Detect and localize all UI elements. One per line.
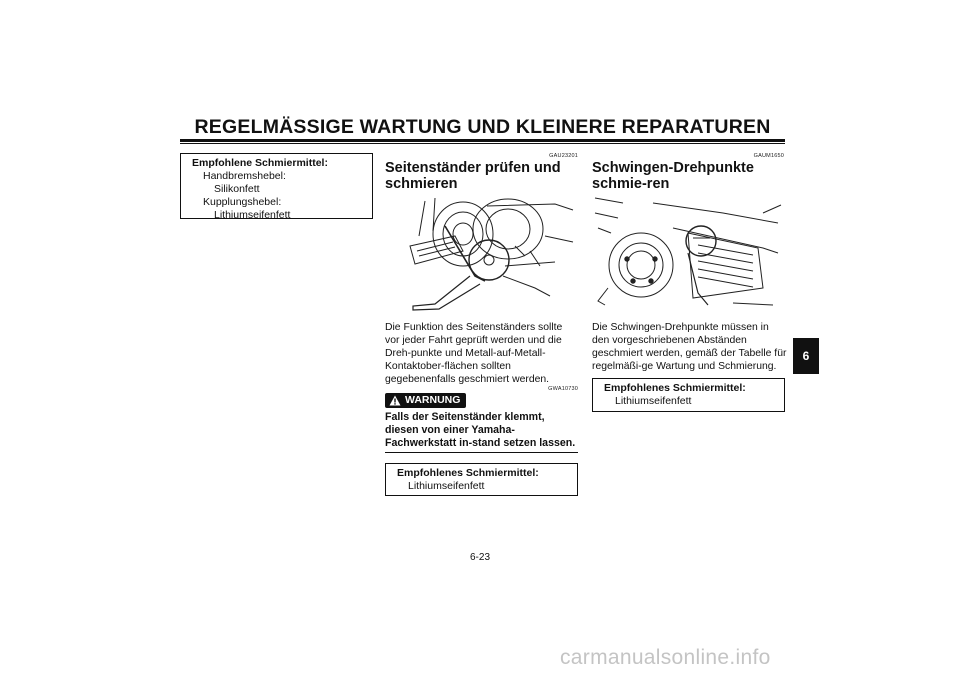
warning-text: Falls der Seitenständer klemmt, diesen von einer Yamaha-Fachwerkstatt in-stand setzen lassen. — [385, 411, 576, 449]
sidestand-box-heading: Empfohlenes Schmiermittel: — [397, 467, 539, 479]
chapter-tab: 6 — [793, 338, 819, 374]
lubricant-box-swingarm — [592, 378, 785, 412]
lubricant-item-brake-lever-value: Silikonfett — [214, 183, 260, 195]
swingarm-box-value: Lithiumseifenfett — [615, 395, 692, 407]
lubricant-item-brake-lever: Handbremshebel: — [203, 170, 286, 182]
section-code-sidestand: GAU23201 — [549, 153, 578, 159]
lubricant-item-clutch-lever-value: Lithiumseifenfett — [214, 209, 291, 221]
swingarm-box-heading: Empfohlenes Schmiermittel: — [604, 382, 746, 394]
sidestand-box-value: Lithiumseifenfett — [408, 480, 485, 492]
sidestand-illustration — [405, 196, 577, 313]
lubricant-box-sidestand — [385, 463, 578, 496]
page-number: 6-23 — [469, 552, 490, 563]
warning-rule — [385, 452, 578, 453]
header-rule-thin — [180, 143, 785, 144]
warning-badge — [385, 393, 466, 408]
sidestand-body-text: Die Funktion des Seitenständers sollte vor jeder Fahrt geprüft werden und die Dreh-punkte und Metall-auf-Metall-Kontaktober-flächen sollten gegebenenfalls geschmiert werden. — [385, 322, 563, 385]
lubricant-item-clutch-lever: Kupplungshebel: — [203, 196, 282, 208]
lubricant-box-heading: Empfohlene Schmiermittel: — [192, 157, 328, 169]
header-rule — [180, 139, 785, 142]
watermark: carmanualsonline.info — [560, 646, 771, 669]
section-title-swingarm: Schwingen-Drehpunkte schmie-ren — [592, 160, 754, 192]
section-title-sidestand: Seitenständer prüfen und schmieren — [385, 160, 561, 192]
page-header-title: REGELMÄSSIGE WARTUNG UND KLEINERE REPARATUREN — [194, 116, 771, 138]
swingarm-body-text: Die Schwingen-Drehpunkte müssen in den vorgeschriebenen Abständen geschmiert werden, gemäß der Tabelle für regelmäßi-ge Wartung und Schmierung. — [592, 322, 787, 372]
section-code-swingarm: GAUM1650 — [753, 153, 784, 159]
warning-label: WARNUNG — [405, 394, 461, 406]
warning-triangle-icon — [389, 395, 401, 406]
warning-code: GWA10730 — [548, 386, 578, 392]
swingarm-illustration — [593, 193, 783, 313]
lubricant-box-left — [180, 153, 373, 219]
